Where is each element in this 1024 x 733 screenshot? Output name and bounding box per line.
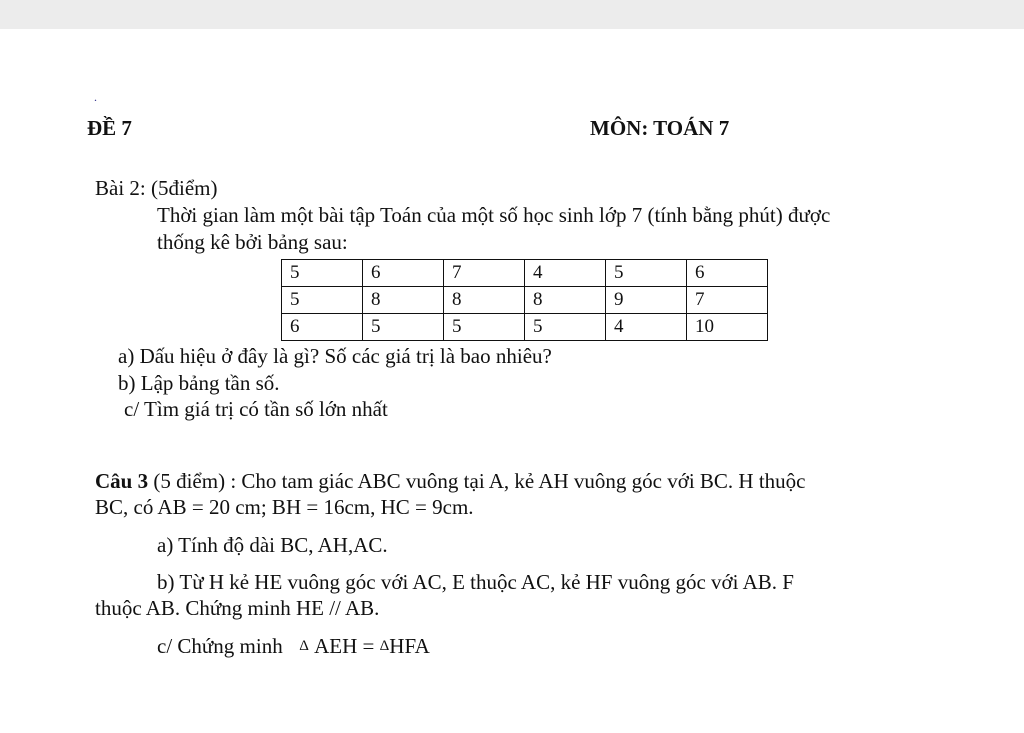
table-cell: 5 (444, 314, 525, 341)
cau3-line1 (95, 468, 806, 494)
cau3-line1-text: (5 điểm) : Cho tam giác ABC vuông tại A, kẻ AH vuông góc với BC. H thuộc (148, 469, 806, 493)
subject-title: MÔN: TOÁN 7 (590, 116, 730, 140)
bai2-question-b: b) Lập bảng tần số. (118, 371, 280, 395)
cau3-question-b-line1: b) Từ H kẻ HE vuông góc với AC, E thuộc AC, kẻ HF vuông góc với AB. F (157, 570, 794, 594)
table-cell: 5 (363, 314, 444, 341)
table-cell: 5 (282, 260, 363, 287)
document-page (0, 29, 1024, 733)
bai2-question-a: a) Dấu hiệu ở đây là gì? Số các giá trị là bao nhiêu? (118, 344, 552, 368)
cau3-c-lhs: AEH = (314, 634, 375, 658)
cau3-label: Câu 3 (95, 469, 149, 493)
data-table (281, 259, 768, 341)
table-cell: 7 (444, 260, 525, 287)
table-cell: 8 (525, 287, 606, 314)
table-cell: 5 (282, 287, 363, 314)
table-cell: 8 (363, 287, 444, 314)
table-cell: 4 (525, 260, 606, 287)
cau3-question-c (157, 633, 430, 659)
table-cell: 7 (687, 287, 768, 314)
table-row (282, 314, 768, 341)
triangle-icon: Δ (379, 638, 390, 654)
table-cell: 5 (606, 260, 687, 287)
table-cell: 9 (606, 287, 687, 314)
bai2-title: Bài 2: (5điểm) (95, 176, 218, 200)
cau3-c-rhs: HFA (389, 634, 430, 658)
table-cell: 6 (282, 314, 363, 341)
cau3-question-a: a) Tính độ dài BC, AH,AC. (157, 533, 388, 557)
cau3-line2: BC, có AB = 20 cm; BH = 16cm, HC = 9cm. (95, 495, 474, 519)
table-row (282, 260, 768, 287)
table-cell: 6 (363, 260, 444, 287)
cau3-question-b-line2: thuộc AB. Chứng minh HE // AB. (95, 596, 380, 620)
table-row (282, 287, 768, 314)
bai2-intro-line1: Thời gian làm một bài tập Toán của một số học sinh lớp 7 (tính bằng phút) được (157, 203, 831, 227)
table-cell: 8 (444, 287, 525, 314)
bai2-question-c: c/ Tìm giá trị có tần số lớn nhất (124, 397, 388, 421)
table-cell: 10 (687, 314, 768, 341)
marker-dot: . (94, 90, 97, 104)
table-cell: 4 (606, 314, 687, 341)
table-cell: 6 (687, 260, 768, 287)
cau3-c-prefix: c/ Chứng minh (157, 634, 283, 658)
bai2-intro-line2: thống kê bởi bảng sau: (157, 230, 348, 254)
viewer-top-bar (0, 0, 1024, 29)
table-cell: 5 (525, 314, 606, 341)
exam-number: ĐỀ 7 (87, 116, 132, 140)
triangle-icon: Δ (299, 638, 309, 654)
